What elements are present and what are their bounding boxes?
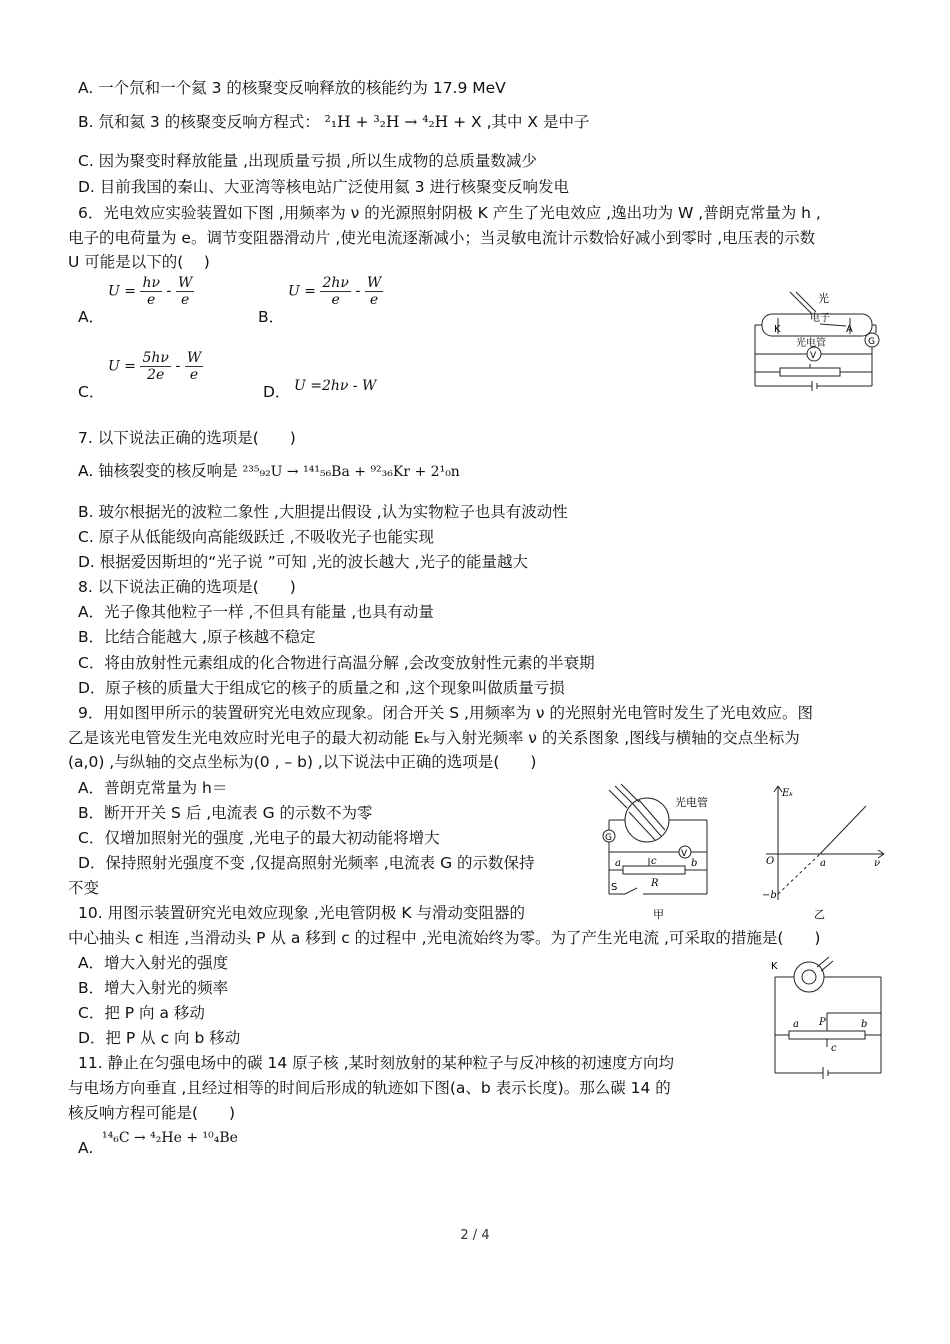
page-number: 2 / 4 [460,1228,490,1243]
q10-stem-2: 中心抽头 c 相连 ,当滑动头 P 从 a 移到 c 的过程中 ,光电流始终为零。为了产生光电流 ,可采取的措施是( ) [68,929,821,947]
fig9b-a-label: a [820,858,826,869]
fig10-a-label: a [793,1019,799,1030]
q6-option-a-label: A． [78,308,105,326]
fig9-a-label: a [615,858,621,869]
fig9-tube-label: 光电管 [675,796,708,809]
fig9-r-label: R [651,878,659,889]
frac-num: 5hν [142,350,169,366]
fig9b-ek-label: Eₖ [782,788,793,799]
q9-option-d: D．保持照射光强度不变 ,仅提高照射光频率 ,电流表 G 的示数保持 [78,854,535,872]
q8-option-d: D．原子核的质量大于组成它的核子的质量之和 ,这个现象叫做质量亏损 [78,679,565,697]
fig9b-nu-label: ν [874,858,881,869]
q5-reaction-formula: ²₁H + ³₂H → ⁴₂H [324,113,449,131]
fig6-k-label: K [774,324,781,335]
fig9-s-label: S [611,882,618,893]
q8-option-a: A．光子像其他粒子一样 ,不但具有能量 ,也具有动量 [78,603,434,621]
q11-option-a-formula: ¹⁴₆C → ⁴₂He + ¹⁰₄Be [102,1130,238,1146]
q5-option-a: A. 一个氘和一个氦 3 的核聚变反响释放的核能约为 17.9 MeV [78,79,506,97]
q10-stem-1: 10. 用图示装置研究光电效应现象 ,光电管阴极 K 与滑动变阻器的 [78,904,525,922]
q8-option-c: C．将由放射性元素组成的化合物进行高温分解 ,会改变放射性元素的半衰期 [78,654,595,672]
q11-option-a: A. [78,1139,94,1157]
q7-option-d: D. 根据爱因斯坦的“光子说 ”可知 ,光的波长越大 ,光子的能量越大 [78,553,528,571]
q9-circuit-figure-jia [595,782,725,922]
formula-u: U = [288,283,316,300]
fig6-tube-label: 光电管 [796,338,826,349]
q7-fission-formula: ²³⁵₉₂U → ¹⁴¹₅₆Ba + ⁹²₃₆Kr + 2¹₀n [242,464,460,480]
q6-option-d-label: D． [263,383,291,401]
fig6-a-label: A [846,324,853,335]
fig9-c-label: c [651,856,657,867]
q9-stem-1: 9．用如图甲所示的装置研究光电效应现象。闭合开关 S ,用频率为 ν 的光照射光电管时发生了光电效应。图 [78,704,813,722]
fig10-p-label: P [819,1017,826,1028]
q6-option-b-formula [288,275,383,308]
q7-option-a [78,461,460,482]
q6-option-a-formula [108,275,194,308]
fig9b-origin-label: O [766,856,775,867]
q10-option-b: B．增大入射光的频率 [78,979,229,997]
q5-option-b-text: B. 氘和氦 3 的核聚变反响方程式： [78,113,320,131]
formula-u: U = [108,358,136,375]
q9-graph-figure-yi [758,782,888,922]
q7-option-b: B. 玻尔根据光的波粒二象性 ,大胆提出假设 ,认为实物粒子也具有波动性 [78,503,568,521]
q9-stem-3: (a,0) ,与纵轴的交点坐标为(0 , – b) ,以下说法中正确的选项是( ) [68,753,537,771]
q5-option-c: C. 因为聚变时释放能量 ,出现质量亏损 ,所以生成物的总质量数减少 [78,152,537,170]
q8-option-b: B．比结合能越大 ,原子核越不稳定 [78,628,316,646]
q5-option-b [78,112,589,132]
q8-stem: 8. 以下说法正确的选项是( ) [78,578,296,596]
q9-option-c: C．仅增加照射光的强度 ,光电子的最大初动能将增大 [78,829,440,847]
q6-stem-2: 电子的电荷量为 e。调节变阻器滑动片 ,使光电流逐渐减小；当灵敏电流计示数恰好减小到零时 ,电压表的示数 [68,229,816,247]
q5-option-b-tail: + X ,其中 X 是中子 [453,113,590,131]
fig9-b-label: b [691,858,698,869]
fig9-v-label: V [681,849,688,859]
q6-option-b-label: B． [258,308,285,326]
frac-num: W [186,350,202,366]
frac-den: e [180,292,190,308]
frac-num: hν [142,275,160,291]
fig10-k-label: K [771,961,778,972]
q10-option-a: A．增大入射光的强度 [78,954,229,972]
frac-num: W [177,275,193,291]
fig9b-yi-caption: 乙 [814,908,825,921]
q7-option-c: C. 原子从低能级向高能级跃迁 ,不吸收光子也能实现 [78,528,435,546]
fig10-b-label: b [861,1019,868,1030]
q6-option-c-label: C． [78,383,105,401]
fig10-c-label: c [831,1043,837,1054]
q11-stem-3: 核反响方程可能是( ) [68,1104,236,1122]
q9-stem-2: 乙是该光电管发生光电效应时光电子的最大初动能 Eₖ与入射光频率 ν 的关系图象 ,图线与横轴的交点坐标为 [68,729,800,747]
fig9-g-label: G [605,833,612,843]
q10-option-c: C．把 P 向 a 移动 [78,1004,205,1022]
q7-stem: 7. 以下说法正确的选项是( ) [78,429,296,447]
fig9-jia-caption: 甲 [653,908,664,921]
q11-stem-1: 11. 静止在匀强电场中的碳 14 原子核 ,某时刻放射的某种粒子与反冲核的初速度方向均 [78,1054,675,1072]
minus-sign: - [175,358,181,375]
fig9b-b-label: −b [762,890,777,901]
q5-option-d: D. 目前我国的秦山、大亚湾等核电站广泛使用氦 3 进行核聚变反响发电 [78,178,570,196]
frac-num: W [366,275,382,291]
q6-option-c-formula [108,350,203,383]
frac-den: 2e [147,367,165,383]
q10-option-d: D．把 P 从 c 向 b 移动 [78,1029,241,1047]
fig6-light-label: 光 [818,292,829,305]
q11-stem-2: 与电场方向垂直 ,且经过相等的时间后形成的轨迹如下图(a、b 表示长度)。那么碳 14 的 [68,1079,671,1097]
q9-option-a: A．普朗克常量为 h＝ [78,779,228,797]
frac-den: e [189,367,199,383]
q7-option-a-text: A. 铀核裂变的核反响是 [78,462,238,480]
frac-den: e [331,292,340,308]
q10-circuit-figure [765,955,890,1085]
q6-option-d-formula: U =2hν - W [294,378,377,394]
q9-option-b: B．断开开关 S 后 ,电流表 G 的示数不为零 [78,804,373,822]
q9-option-d-cont: 不变 [68,879,100,897]
fig6-v-label: V [810,351,817,361]
minus-sign: - [166,283,172,300]
q6-stem-3: U 可能是以下的( ) [68,253,210,271]
q6-stem-1: 6．光电效应实验装置如下图 ,用频率为 ν 的光源照射阴极 K 产生了光电效应 ,逸出功为 W ,普朗克常量为 h , [78,204,821,222]
fig6-electron-label: 电子 [810,313,830,324]
frac-den: e [369,292,379,308]
fig6-g-label: G [868,337,875,347]
frac-den: e [147,292,156,308]
minus-sign: - [355,283,361,300]
q6-circuit-figure [750,288,890,398]
frac-num: 2hν [322,275,349,291]
formula-u: U = [108,283,136,300]
